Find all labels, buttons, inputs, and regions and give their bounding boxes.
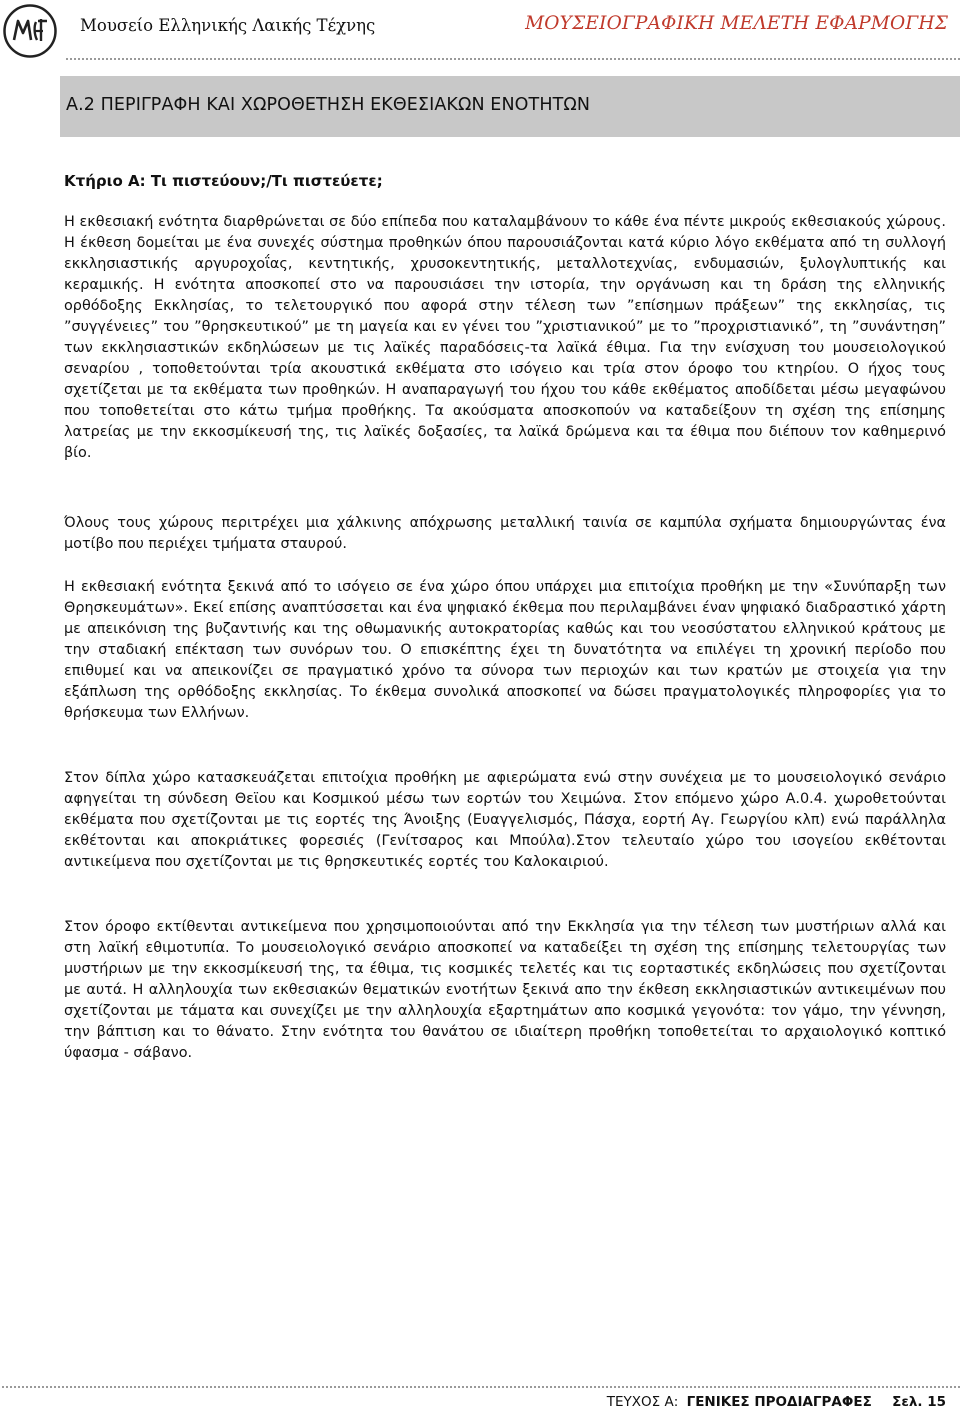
paragraph — [64, 212, 946, 464]
page-header — [0, 0, 960, 64]
paragraph — [64, 577, 946, 724]
museum-name: Μουσείο Ελληνικής Λαικής Τέχνης — [80, 16, 376, 35]
page-footer — [607, 1394, 946, 1410]
volume-label: ΤΕΥΧΟΣ Α: — [606, 1394, 679, 1410]
paragraph-text: Στον δίπλα χώρο κατασκευάζεται επιτοίχια προθήκη με αφιερώματα ενώ στην συνέχεια με το μουσειολογικό σενάριο αφηγείται τη σύνδεση Θεϊου και Κοσμικού μέσω των εορτών του Χειμώνα. Στον επόμενο χώρο Α.0.4. χωροθετούνται εκθέματα που σχετίζονται με τις εορτές της Άνοιξης (Ευαγγελισμός, Πάσχα, εορτή Αγ. Γεωργίου κλπ) ενώ παράλληλα εκθέτονται και αποκριάτικες φορεσιές (Γενίτσαρος και Μπούλα).Στον τελευταίο χώρο του ισογείου εκθέτονται αντικείμενα που σχετίζονται με τις θρησκευτικές εορτές του Καλοκαιριού. — [64, 770, 946, 870]
paragraph-text: Η εκθεσιακή ενότητα διαρθρώνεται σε δύο επίπεδα που καταλαμβάνουν το κάθε ένα πέντε μικρούς εκθεσιακούς χώρους. Η έκθεση δομείται με ένα συνεχές σύστημα προθηκών όπου παρουσιάζονται κατά κύριο λόγο εκθέματα από τη συλλογή εκκλησιαστικής αργυροχοΐας, κεντητικής, χρυσοκεντητικής, μεταλλοτεχνίας, ενδυμασιών, ξυλογλυπτικής και κεραμικής. Η ενότητα αποσκοπεί στο να παρουσιάσει την ιστορία, την οργάνωση και τη δράση της ελληνικής ορθόδοξης Εκκλησίας, το τελετουργικό που αφορά στην τέλεση των ”επίσημων πράξεων” της εκκλησίας, τις ”συγγένειες” του ”θρησκευτικού” με τη μαγεία και εν γένει του ”χριστιανικού” με το ”προχριστιανικό”, τη ”συνάντηση” των εκκλησιαστικών εκδηλώσεων με τις λαϊκές παραδόσεις-τα λαϊκά έθιμα. Για την ενίσχυση του μουσειολογικού σεναρίου , τοποθετούνται τρία ακουστικά εκθέματα στο ισόγειο και τρία στον όροφο του κτηρίου. Ο ήχος τους σχετίζεται με τα εκθέματα των προθηκών. Η αναπαραγωγή του ήχου του κάθε εκθέματος αποδίδεται μέσω μεγαφώνου που τοποθετείται στο κάτω τμήμα προθήκης. Τα ακούσματα αποσκοπούν να καταδείξουν τη σχέση της επίσημης λατρείας με την εκκοσμίκευσή της, τις λαϊκές δοξασίες, τα λαϊκά δρώμενα και τα έθιμα που διέπουν τον καθημερινό βίο. — [64, 214, 946, 461]
paragraph-text: Η εκθεσιακή ενότητα ξεκινά από το ισόγειο σε ένα χώρο όπου υπάρχει μια επιτοίχια προθήκη με την «Συνύπαρξη των Θρησκευμάτων». Εκεί επίσης αναπτύσσεται και ένα ψηφιακό έκθεμα που περιλαμβάνει έναν ψηφιακό διαδραστικό χάρτη με απεικόνιση της βυζαντινής και της οθωμανικής αυτοκρατορίας καθώς και του νεοσύστατου ελληνικού κράτους με την σταδιακή επέκταση των συνόρων του. Ο επισκέπτης έχει τη δυνατότητα να επιλέγει τη χρονική περίοδο που επιθυμεί και να απεικονίζει σε πραγματικό χρόνο τα σύνορα των περιοχών και των κρατών με στοιχεία για την εξάπλωση της ορθόδοξης εκκλησίας. Το έκθεμα συνολικά αποσκοπεί να δώσει πραγματολογικές πληροφορίες για το θρήσκευμα των Ελλήνων. — [64, 579, 946, 721]
paragraph-text: Όλους τους χώρους περιτρέχει μια χάλκινης απόχρωσης μεταλλική ταινία σε καμπύλα σχήματα δημιουργώντας ένα μοτίβο που περιέχει τμήματα σταυρού. — [64, 515, 946, 552]
footer-divider — [2, 1386, 960, 1388]
paragraph — [64, 513, 946, 555]
paragraph — [64, 917, 946, 1064]
building-subheading: Κτήριο Α: Τι πιστεύουν;/Τι πιστεύετε; — [64, 172, 383, 190]
document-title: ΜΟΥΣΕΙΟΓΡΑΦΙΚΗ ΜΕΛΕΤΗ ΕΦΑΡΜΟΓΗΣ — [525, 13, 948, 34]
paragraph — [64, 768, 946, 873]
museum-logo-icon — [3, 4, 57, 58]
section-title: Α.2 ΠΕΡΙΓΡΑΦΗ ΚΑΙ ΧΩΡΟΘΕΤΗΣΗ ΕΚΘΕΣΙΑΚΩΝ ΕΝΟΤΗΤΩΝ — [66, 95, 591, 115]
paragraph-text: Στον όροφο εκτίθενται αντικείμενα που χρησιμοποιούνται από την Εκκλησία για την τέλεση των μυστήριων αλλά και στη λαϊκή εθιμοτυπία. Το μουσειολογικό σενάριο αποσκοπεί να καταδείξει τη σχέση της επίσημης τελετουργίας των μυστήριων με την εκκοσμίκευσή της, τα έθιμα, τις κοσμικές τελετές και τις εορταστικές εκδηλώσεις που σχετίζονται με αυτά. Η αλληλουχία των εκθεσιακών θεματικών ενοτήτων ξεκινά απο την έκθεση εκκλησιαστικών αντικειμένων που σχετίζονται με τάματα και συνεχίζει με την αλληλουχία εξαρτημάτων απο κοσμικά γεγονότα: τον γάμο, την γέννηση, την βάπτιση και το θάνατο. Στην ενότητα του θανάτου σε ιδιαίτερη προθήκη τοποθετείται το αρχαιολογικό κοπτικό ύφασμα - σάβανο. — [64, 919, 946, 1061]
section-banner — [60, 76, 960, 137]
footer-category: ΓΕΝΙΚΕΣ ΠΡΟΔΙΑΓΡΑΦΕΣ — [686, 1394, 872, 1410]
page-number: Σελ. 15 — [892, 1394, 946, 1410]
header-divider — [66, 58, 960, 60]
